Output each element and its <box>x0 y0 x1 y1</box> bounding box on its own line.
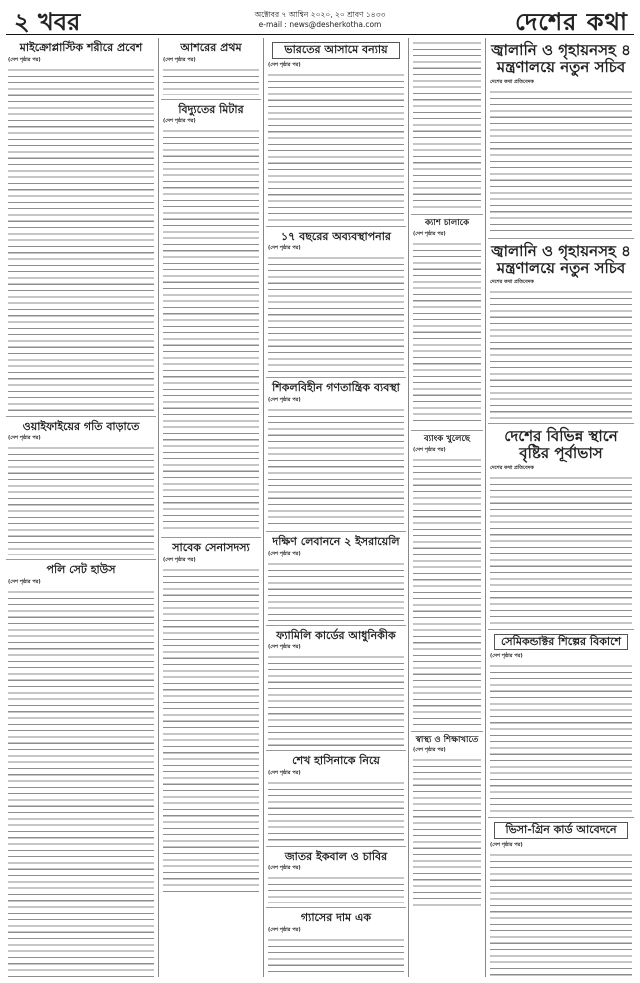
article-body <box>163 128 259 533</box>
column-1 <box>6 38 156 977</box>
page-number: ২ খবর <box>14 7 81 36</box>
headline-health: স্বাস্থ্য ও শিক্ষাখাতে <box>415 734 479 745</box>
headline-biddut: বিদ্যুতের মিটার <box>178 102 244 116</box>
article-sikkha <box>266 378 406 532</box>
byline: (দেশ পৃষ্ঠার পর) <box>268 644 301 651</box>
column-divider <box>408 38 409 977</box>
article-body <box>268 875 404 903</box>
headline-semiconductor: সেমিকন্ডাক্টর শিল্পের বিকাশে <box>494 634 628 651</box>
article-body <box>163 67 259 95</box>
article-body <box>268 937 404 977</box>
article-family <box>266 626 406 752</box>
column-3 <box>266 38 406 977</box>
article-energy-2 <box>488 239 634 425</box>
byline: (দেশ পৃষ্ঠার পর) <box>268 245 301 252</box>
headline-sakib: সাবেক সেনাসদস্য <box>172 541 250 555</box>
article-body <box>413 757 481 907</box>
headline-rain: দেশের বিভিন্ন স্থানে বৃষ্টির পূর্বাভাস <box>504 427 618 463</box>
byline: (দেশ পৃষ্ঠার পর) <box>163 56 196 63</box>
headline-hasina: শেখ হাসিনাকে নিয়ে <box>292 754 380 768</box>
article-cash <box>411 215 483 431</box>
byline: (দেশ পৃষ্ঠার পর) <box>163 118 196 125</box>
article-body <box>490 852 632 977</box>
headline-budget: ১৭ বছরের অব্যবস্থাপনার <box>281 229 391 243</box>
article-bank <box>411 431 483 732</box>
byline: দেশের কথা প্রতিবেদক <box>490 279 534 285</box>
headline-microplastic: মাইক্রোপ্লাস্টিক শরীরে প্রবেশ <box>19 41 143 54</box>
byline: (দেশ পৃষ্ঠার পর) <box>490 841 523 848</box>
headline-bank: ব্যাংক খুলেছে <box>423 433 471 444</box>
headline-energy-1: জ্বালানি ও গৃহায়নসহ ৪ মন্ত্রণালয়ে নতুন সচিব <box>491 41 631 77</box>
article-wifi <box>6 417 156 561</box>
byline: (দেশ পৃষ্ঠার পর) <box>268 396 301 403</box>
article-body <box>413 40 481 210</box>
article-hasina <box>266 751 406 847</box>
byline: (দেশ পৃষ্ঠার পর) <box>163 556 196 563</box>
article-body <box>163 567 259 897</box>
column-5 <box>488 38 634 977</box>
article-body <box>268 72 404 222</box>
column-divider <box>485 38 486 977</box>
article-microplastic <box>6 38 156 417</box>
article-lebanon <box>266 532 406 626</box>
article-body <box>268 561 404 621</box>
article-gas <box>266 908 406 977</box>
article-body <box>490 289 632 419</box>
header-rule <box>6 34 634 35</box>
article-sakib <box>161 538 261 901</box>
article-rain <box>488 424 634 630</box>
article-energy-1 <box>488 38 634 239</box>
article-top-narrow <box>411 38 483 215</box>
byline: (দেশ পৃষ্ঠার পর) <box>413 446 446 453</box>
headline-energy-2: জ্বালানি ও গৃহায়নসহ ৪ মন্ত্রণালয়ে নতুন সচিব <box>491 241 631 277</box>
article-body <box>490 89 632 234</box>
header-info <box>255 10 386 30</box>
email-line: e-mail : news@desherkotha.com <box>258 20 382 29</box>
byline: (দেশ পৃষ্ঠার পর) <box>413 747 446 754</box>
byline: (দেশ পৃষ্ঠার পর) <box>268 769 301 776</box>
page-header <box>6 4 634 34</box>
headline-cash: ক্যাশ চালাকে <box>424 218 470 228</box>
article-semiconductor <box>488 630 634 819</box>
byline: দেশের কথা প্রতিবেদক <box>490 464 534 471</box>
article-body <box>268 255 404 373</box>
byline: (দেশ পৃষ্ঠার পর) <box>268 927 301 934</box>
byline: (দেশ পৃষ্ঠার পর) <box>8 578 41 585</box>
headline-arrow: আশরের প্রথম <box>180 41 242 54</box>
article-bharat <box>266 38 406 227</box>
article-body <box>490 475 632 625</box>
masthead-logo: দেশের কথা <box>514 7 628 36</box>
headline-sikkha: শিকলবিহীন গণতান্ত্রিক ব্যবস্থা <box>272 381 400 395</box>
article-arrow <box>161 38 261 100</box>
article-body <box>8 589 154 977</box>
article-body <box>268 780 404 842</box>
headline-jamaat: জাতর ইকবাল ও চাবির <box>284 849 388 863</box>
headline-visa: ভিসা-গ্রিন কার্ড আবেদনে <box>494 822 628 839</box>
article-body <box>268 407 404 527</box>
headline-wifi: ওয়াইফাইয়ের গতি বাড়াতে <box>22 419 140 433</box>
article-body <box>413 457 481 727</box>
byline: (দেশ পৃষ্ঠার পর) <box>8 56 41 63</box>
headline-bharat: ভারতের আসামে বন্যায় <box>272 42 400 59</box>
article-body <box>8 445 154 555</box>
date-line: অক্টোবর ৭ আশ্বিন ২০২০, ২০ শ্রাবণ ১৪৩৩ <box>254 10 386 19</box>
byline: (দেশ পৃষ্ঠার পর) <box>268 865 301 872</box>
headline-family: ফ্যামিলি কার্ডের আধুনিকীক <box>276 628 396 642</box>
article-jamaat <box>266 847 406 909</box>
column-divider <box>263 38 264 977</box>
article-body <box>413 241 481 426</box>
byline: (দেশ পৃষ্ঠার পর) <box>268 550 301 557</box>
column-4 <box>411 38 483 977</box>
byline: (দেশ পৃষ্ঠার পর) <box>8 435 41 442</box>
headline-post: পলি সেট হাউস <box>46 563 116 577</box>
article-body <box>8 67 154 412</box>
article-biddut <box>161 100 261 539</box>
article-post <box>6 560 156 977</box>
article-budget <box>266 227 406 379</box>
column-divider <box>158 38 159 977</box>
headline-lebanon: দক্ষিণ লেবাননে ২ ইসরায়েলি <box>272 534 400 548</box>
column-2 <box>161 38 261 977</box>
article-visa <box>488 818 634 977</box>
byline: (দেশ পৃষ্ঠার পর) <box>490 653 523 660</box>
article-health <box>411 732 483 912</box>
byline: (দেশ পৃষ্ঠার পর) <box>413 230 446 237</box>
article-body <box>490 663 632 813</box>
byline: দেশের কথা প্রতিবেদক <box>490 78 534 85</box>
article-body <box>268 654 404 746</box>
headline-gas: গ্যাসের দাম এক <box>300 911 372 925</box>
byline: (দেশ পৃষ্ঠার পর) <box>268 61 301 68</box>
